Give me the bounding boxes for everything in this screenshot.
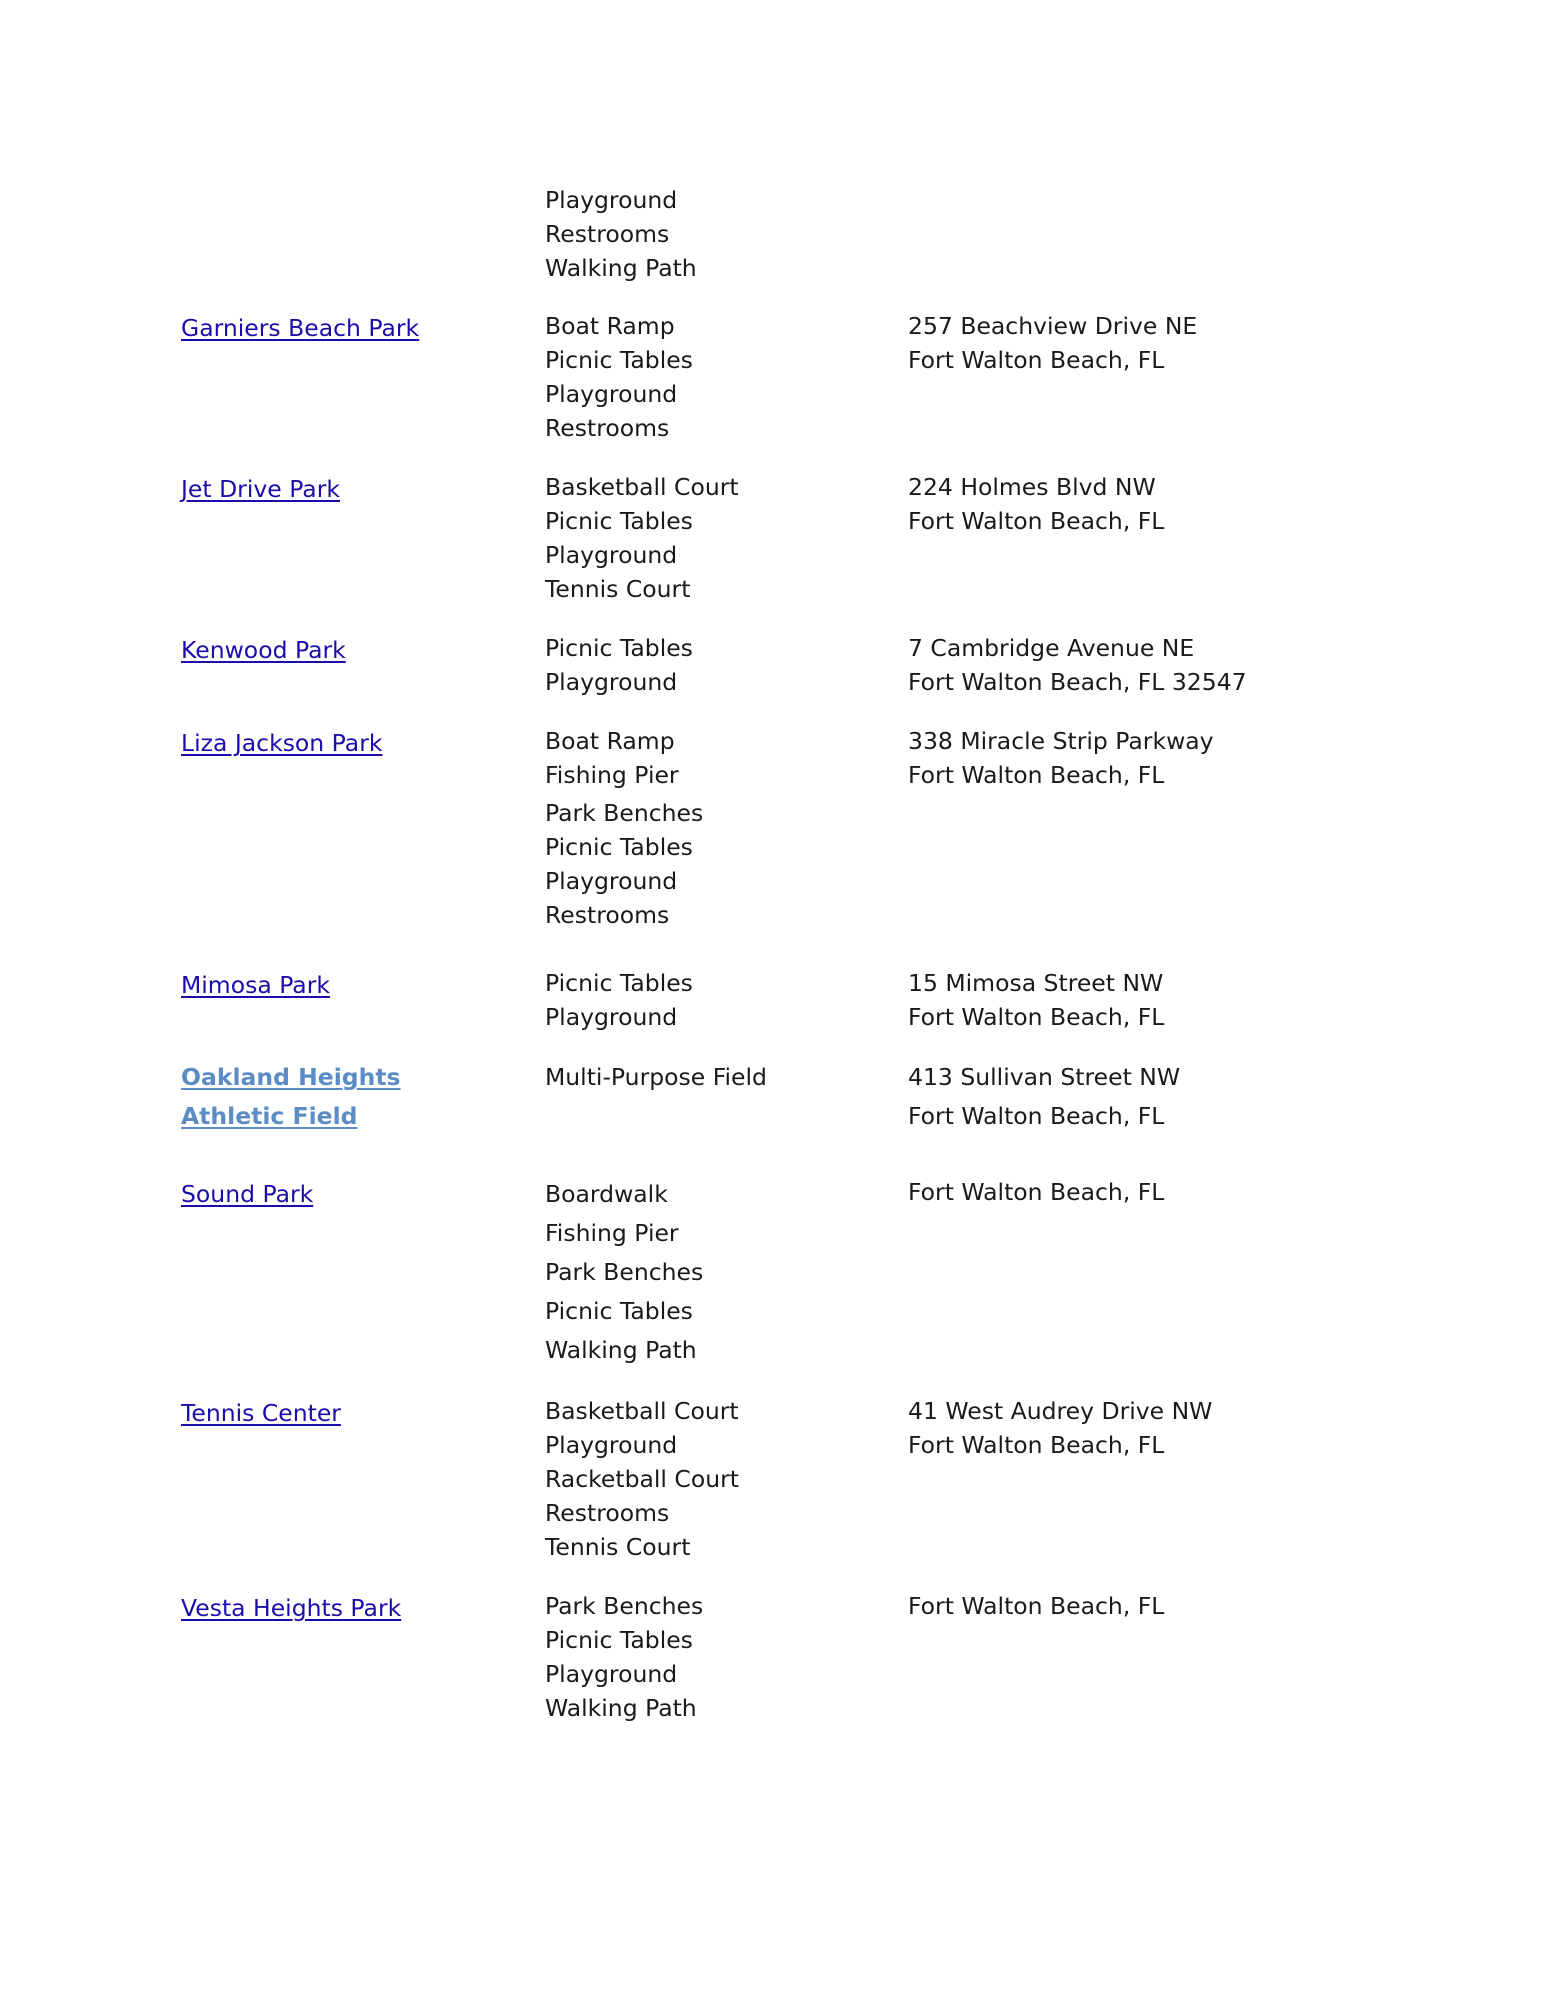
amenity-item: Restrooms <box>545 1499 670 1527</box>
address-line: 257 Beachview Drive NE <box>908 312 1198 340</box>
park-name-cell <box>181 309 511 348</box>
amenity-item: Picnic Tables <box>545 346 693 374</box>
address-block <box>908 1058 1328 1136</box>
amenities-list <box>545 470 875 606</box>
amenity-item: Playground <box>545 1003 678 1031</box>
address-block <box>908 1175 1328 1209</box>
address-line: Fort Walton Beach, FL <box>908 1003 1165 1031</box>
address-block <box>908 724 1328 792</box>
amenities-list <box>545 631 875 699</box>
amenity-item: Picnic Tables <box>545 833 693 861</box>
address-line: 15 Mimosa Street NW <box>908 969 1164 997</box>
address-line: Fort Walton Beach, FL <box>908 1102 1165 1130</box>
amenity-item: Racketball Court <box>545 1465 739 1493</box>
park-link-garniers-beach-park[interactable]: Garniers Beach Park <box>181 314 420 342</box>
amenity-item: Restrooms <box>545 220 670 248</box>
park-link-mimosa-park[interactable]: Mimosa Park <box>181 971 330 999</box>
amenity-item: Picnic Tables <box>545 1626 693 1654</box>
amenity-item: Fishing Pier <box>545 761 679 789</box>
park-link-liza-jackson-park[interactable]: Liza Jackson Park <box>181 729 383 757</box>
park-link-tennis-center[interactable]: Tennis Center <box>181 1399 341 1427</box>
amenity-item: Boat Ramp <box>545 727 675 755</box>
address-block <box>908 470 1328 538</box>
address-block <box>908 966 1328 1034</box>
amenity-item: Playground <box>545 186 678 214</box>
amenity-item: Park Benches <box>545 799 704 827</box>
amenity-item: Walking Path <box>545 1694 697 1722</box>
amenities-list <box>545 1589 875 1725</box>
address-block <box>908 1394 1328 1462</box>
park-name-cell <box>181 1589 511 1628</box>
address-line: 7 Cambridge Avenue NE <box>908 634 1195 662</box>
amenity-item: Basketball Court <box>545 473 739 501</box>
address-block <box>908 1589 1328 1623</box>
address-line: Fort Walton Beach, FL 32547 <box>908 668 1247 696</box>
amenity-item: Restrooms <box>545 414 670 442</box>
amenity-item: Fishing Pier <box>545 1219 679 1247</box>
amenities-list <box>545 724 875 932</box>
amenity-item: Playground <box>545 1660 678 1688</box>
address-line: 224 Holmes Blvd NW <box>908 473 1156 501</box>
park-link-vesta-heights-park[interactable]: Vesta Heights Park <box>181 1594 402 1622</box>
address-line: Fort Walton Beach, FL <box>908 507 1165 535</box>
park-name-cell <box>181 1058 511 1136</box>
park-name-cell <box>181 966 511 1005</box>
amenity-item: Park Benches <box>545 1592 704 1620</box>
amenity-item: Picnic Tables <box>545 634 693 662</box>
amenities-list <box>545 1058 875 1097</box>
park-name-cell <box>181 631 511 670</box>
address-line: 338 Miracle Strip Parkway <box>908 727 1214 755</box>
amenities-list <box>545 183 875 285</box>
address-line: 41 West Audrey Drive NW <box>908 1397 1213 1425</box>
amenity-item: Picnic Tables <box>545 969 693 997</box>
address-line: 413 Sullivan Street NW <box>908 1063 1181 1091</box>
amenity-item: Playground <box>545 380 678 408</box>
amenity-item: Multi-Purpose Field <box>545 1063 767 1091</box>
amenities-list <box>545 309 875 445</box>
amenity-item: Walking Path <box>545 254 697 282</box>
amenity-item: Walking Path <box>545 1336 697 1364</box>
address-line: Fort Walton Beach, FL <box>908 346 1165 374</box>
park-name-cell <box>181 1394 511 1433</box>
amenity-item: Playground <box>545 867 678 895</box>
amenity-item: Tennis Court <box>545 1533 691 1561</box>
park-name-cell <box>181 470 511 509</box>
address-line: Fort Walton Beach, FL <box>908 1178 1165 1206</box>
park-link-oakland-heights-athletic-field[interactable]: Oakland Heights Athletic Field <box>181 1063 401 1130</box>
amenities-list <box>545 1175 875 1370</box>
amenity-item: Playground <box>545 1431 678 1459</box>
amenities-list <box>545 966 875 1034</box>
address-line: Fort Walton Beach, FL <box>908 1431 1165 1459</box>
park-link-kenwood-park[interactable]: Kenwood Park <box>181 636 346 664</box>
amenity-item: Restrooms <box>545 901 670 929</box>
amenity-item: Playground <box>545 541 678 569</box>
amenity-item: Park Benches <box>545 1258 704 1286</box>
amenity-item: Basketball Court <box>545 1397 739 1425</box>
amenity-item: Playground <box>545 668 678 696</box>
address-line: Fort Walton Beach, FL <box>908 761 1165 789</box>
amenity-item: Picnic Tables <box>545 1297 693 1325</box>
amenity-item: Tennis Court <box>545 575 691 603</box>
amenities-list <box>545 1394 875 1564</box>
park-name-cell <box>181 1175 511 1214</box>
amenity-item: Boat Ramp <box>545 312 675 340</box>
address-block <box>908 309 1328 377</box>
park-link-sound-park[interactable]: Sound Park <box>181 1180 314 1208</box>
park-name-cell <box>181 724 511 763</box>
amenity-item: Boardwalk <box>545 1180 668 1208</box>
amenity-item: Picnic Tables <box>545 507 693 535</box>
address-line: Fort Walton Beach, FL <box>908 1592 1165 1620</box>
park-link-jet-drive-park[interactable]: Jet Drive Park <box>181 475 340 503</box>
address-block <box>908 631 1328 699</box>
